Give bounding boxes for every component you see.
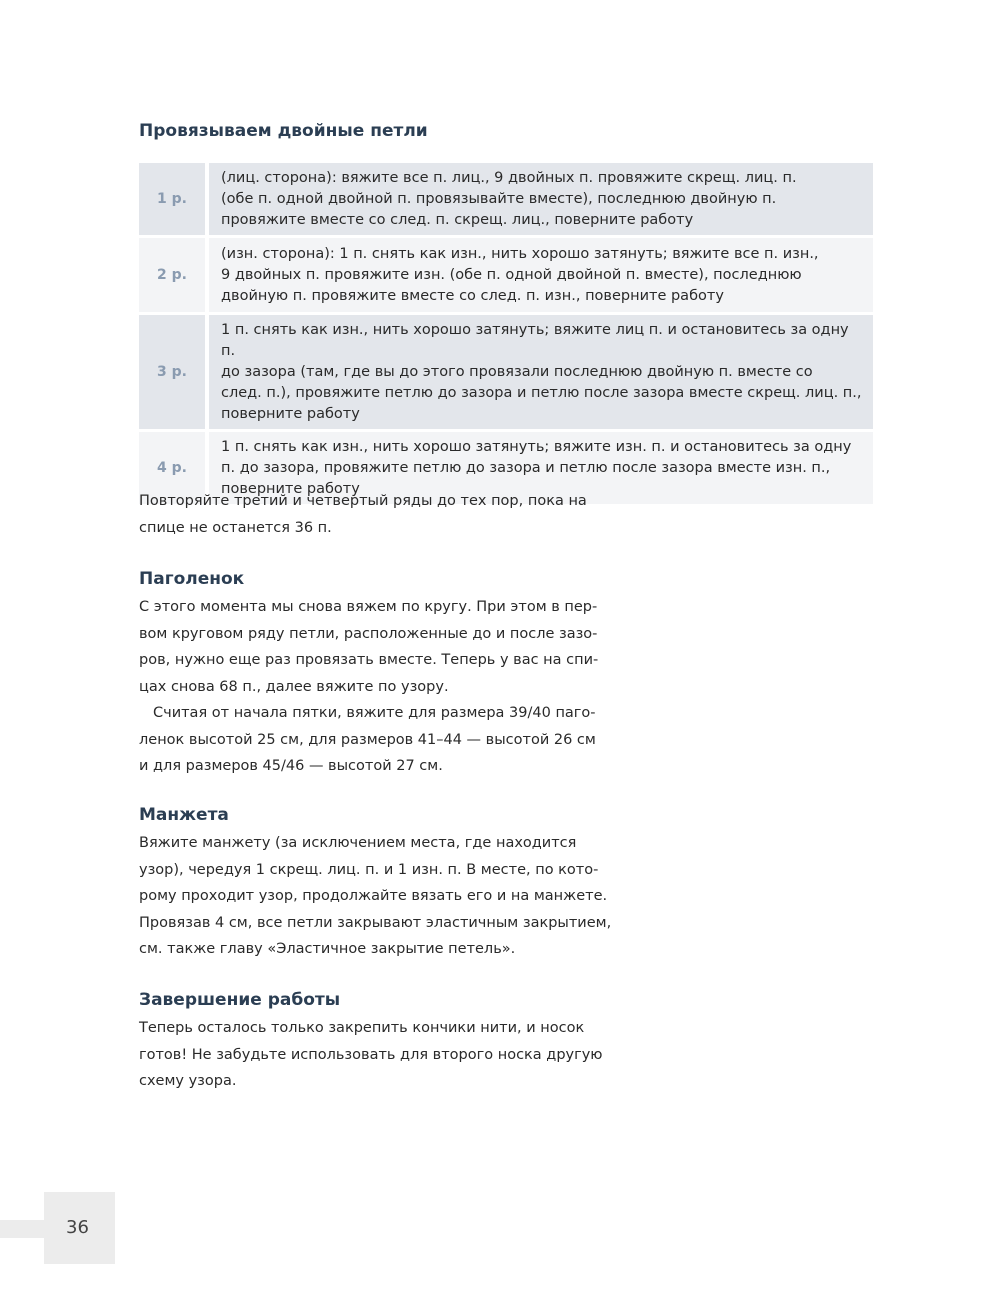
row-line: след. п.), провяжите петлю до зазора и петлю после зазора вместе скрещ. лиц. п., [221, 385, 862, 401]
section-title-leg: Паголенок [139, 569, 245, 589]
text-line: Вяжите манжету (за исключением места, где находится [139, 835, 577, 851]
text-line: готов! Не забудьте использовать для второго носка другую [139, 1046, 603, 1063]
row-line: 1 п. снять как изн., нить хорошо затянуть; вяжите лиц п. и остановитесь за одну п. [221, 322, 849, 359]
row-line: (изн. сторона): 1 п. снять как изн., нить хорошо затянуть; вяжите все п. изн., [221, 246, 819, 262]
text-line: спице не останется 36 п. [139, 519, 332, 536]
finish-paragraph [139, 1015, 629, 1095]
row-label: 3 р. [139, 315, 205, 429]
row-line: поверните работу [221, 481, 360, 497]
table-row [139, 163, 873, 235]
section-title-cuff: Манжета [139, 805, 229, 825]
row-line: до зазора (там, где вы до этого провязали последнюю двойную п. вместе со [221, 364, 813, 380]
row-line: двойную п. провяжите вместе со след. п. изн., поверните работу [221, 288, 724, 304]
table-row [139, 238, 873, 312]
row-label: 4 р. [139, 432, 205, 504]
text-line: ров, нужно еще раз провязать вместе. Теперь у вас на спи- [139, 652, 599, 668]
row-label: 1 р. [139, 163, 205, 235]
row-line: п. до зазора, провяжите петлю до зазора и петлю после зазора вместе изн. п., [221, 460, 831, 476]
row-line: (лиц. сторона): вяжите все п. лиц., 9 двойных п. провяжите скрещ. лиц. п. [221, 170, 797, 186]
section-title-double-stitches: Провязываем двойные петли [139, 121, 428, 141]
row-instructions [209, 315, 873, 429]
page-tab-bar [0, 1220, 46, 1238]
text-line: цах снова 68 п., далее вяжите по узору. [139, 678, 449, 695]
rows-table [139, 160, 873, 507]
leg-paragraph [139, 594, 629, 780]
text-line: Считая от начала пятки, вяжите для размера 39/40 паго- [153, 705, 596, 721]
text-line: и для размеров 45/46 — высотой 27 см. [139, 758, 443, 774]
text-line: узор), чередуя 1 скрещ. лиц. п. и 1 изн. п. В месте, по кото- [139, 861, 599, 878]
row-label: 2 р. [139, 238, 205, 312]
cuff-paragraph [139, 830, 629, 963]
table-row [139, 315, 873, 429]
row-line: поверните работу [221, 406, 360, 422]
text-line: Теперь осталось только закрепить кончики нити, и носок [139, 1020, 585, 1036]
row-instructions [209, 238, 873, 312]
page-number: 36 [66, 1217, 89, 1238]
text-line: ленок высотой 25 см, для размеров 41–44 — высотой 26 см [139, 731, 596, 748]
text-line: Повторяйте третий и четвертый ряды до тех пор, пока на [139, 493, 587, 509]
row-instructions [209, 163, 873, 235]
text-line: С этого момента мы снова вяжем по кругу. При этом в пер- [139, 599, 598, 615]
section-title-finish: Завершение работы [139, 990, 341, 1010]
row-line: 1 п. снять как изн., нить хорошо затянуть; вяжите изн. п. и остановитесь за одну [221, 439, 852, 455]
row-line: провяжите вместе со след. п. скрещ. лиц., поверните работу [221, 212, 694, 228]
text-line: Провязав 4 см, все петли закрывают эластичным закрытием, [139, 914, 612, 931]
text-line: рому проходит узор, продолжайте вязать его и на манжете. [139, 888, 608, 904]
text-line: вом круговом ряду петли, расположенные до и после зазо- [139, 625, 598, 642]
repeat-paragraph [139, 488, 629, 541]
text-line: схему узора. [139, 1073, 237, 1089]
text-line: см. также главу «Эластичное закрытие петель». [139, 941, 516, 957]
row-line: (обе п. одной двойной п. провязывайте вместе), последнюю двойную п. [221, 191, 777, 207]
row-line: 9 двойных п. провяжите изн. (обе п. одной двойной п. вместе), последнюю [221, 267, 802, 283]
